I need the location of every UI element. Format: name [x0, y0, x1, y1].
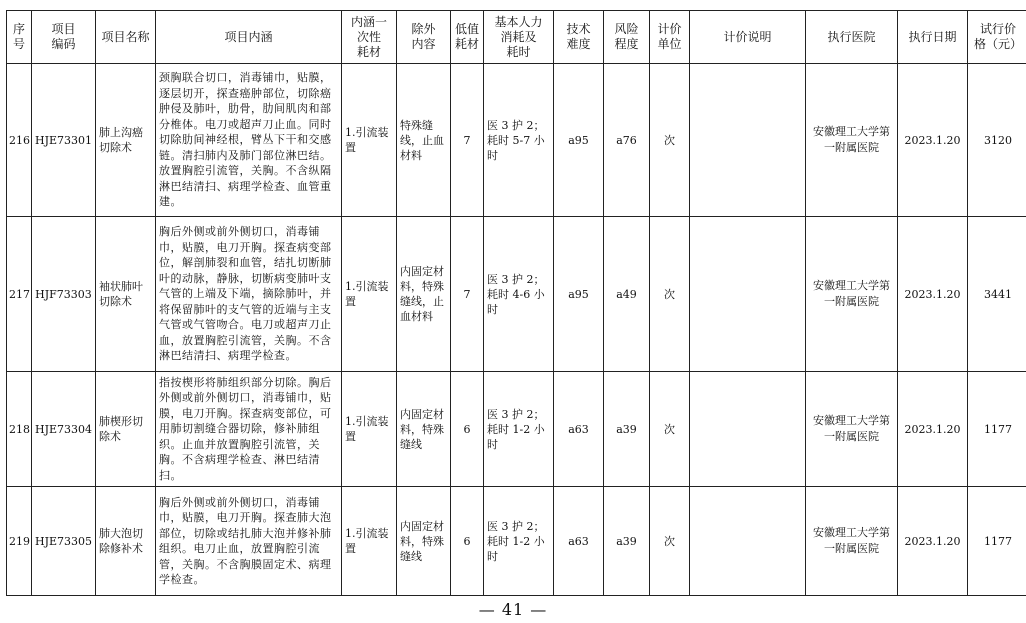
cell-name: 肺楔形切除术 [96, 372, 156, 487]
cell-risk: a49 [604, 217, 650, 372]
cell-date: 2023.1.20 [898, 372, 968, 487]
cell-consumable: 1.引流装置 [342, 372, 397, 487]
cell-price: 3120 [968, 64, 1026, 217]
header-price: 试行价 格（元） [968, 11, 1026, 64]
cell-pricing-note [690, 64, 806, 217]
header-code: 项目 编码 [32, 11, 96, 64]
header-name: 项目名称 [96, 11, 156, 64]
cell-risk: a39 [604, 372, 650, 487]
cell-labor: 医 3 护 2；耗时 4-6 小时 [484, 217, 554, 372]
cell-hospital: 安徽理工大学第一附属医院 [806, 217, 898, 372]
cell-low-value: 6 [451, 487, 484, 596]
cell-content: 颈胸联合切口，消毒铺巾，贴膜，逐层切开，探查癌肿部位，切除癌肿侵及肺叶，肋骨，肋间肌肉和部分椎体。电刀或超声刀止血。同时切除肋间神经根，臂丛下干和交感链。清扫肺内及肺门部位淋巴结。放置胸腔引流管，关胸。不含纵隔淋巴结清扫、病理学检查、血管重建。 [156, 64, 342, 217]
table-row [7, 372, 1026, 487]
cell-risk: a39 [604, 487, 650, 596]
header-risk: 风险 程度 [604, 11, 650, 64]
cell-content: 指按楔形将肺组织部分切除。胸后外侧或前外侧切口，消毒铺巾，贴膜，电刀开胸。探查病变部位，可用肺切割缝合器切除，修补肺组织。止血并放置胸腔引流管，关胸。不含病理学检查、淋巴结清扫。 [156, 372, 342, 487]
cell-seq: 218 [7, 372, 32, 487]
cell-risk: a76 [604, 64, 650, 217]
cell-unit: 次 [650, 372, 690, 487]
cell-price: 3441 [968, 217, 1026, 372]
cell-labor: 医 3 护 2；耗时 5-7 小时 [484, 64, 554, 217]
cell-excluded: 特殊缝线，止血材料 [397, 64, 451, 217]
cell-unit: 次 [650, 217, 690, 372]
page-number: — 41 — [478, 600, 548, 619]
cell-difficulty: a95 [554, 217, 604, 372]
cell-date: 2023.1.20 [898, 64, 968, 217]
table-row [7, 64, 1026, 217]
cell-unit: 次 [650, 487, 690, 596]
cell-code: HJE73301 [32, 64, 96, 217]
cell-pricing-note [690, 487, 806, 596]
cell-pricing-note [690, 372, 806, 487]
cell-seq: 219 [7, 487, 32, 596]
cell-labor: 医 3 护 2；耗时 1-2 小时 [484, 487, 554, 596]
cell-low-value: 7 [451, 64, 484, 217]
cell-content: 胸后外侧或前外侧切口，消毒铺巾，贴膜，电刀开胸。探查肺大泡部位，切除或结扎肺大泡并修补肺组织。电刀止血，放置胸腔引流管，关胸。不含胸膜固定术、病理学检查。 [156, 487, 342, 596]
header-excluded: 除外 内容 [397, 11, 451, 64]
header-seq: 序 号 [7, 11, 32, 64]
cell-code: HJF73303 [32, 217, 96, 372]
cell-hospital: 安徽理工大学第一附属医院 [806, 487, 898, 596]
cell-consumable: 1.引流装置 [342, 64, 397, 217]
cell-date: 2023.1.20 [898, 487, 968, 596]
header-low-value: 低值 耗材 [451, 11, 484, 64]
cell-code: HJE73304 [32, 372, 96, 487]
cell-unit: 次 [650, 64, 690, 217]
cell-low-value: 7 [451, 217, 484, 372]
table-row [7, 487, 1026, 596]
cell-excluded: 内固定材料，特殊缝线，止血材料 [397, 217, 451, 372]
cell-date: 2023.1.20 [898, 217, 968, 372]
cell-pricing-note [690, 217, 806, 372]
header-row [7, 11, 1026, 64]
header-date: 执行日期 [898, 11, 968, 64]
header-labor: 基本人力 消耗及 耗时 [484, 11, 554, 64]
cell-low-value: 6 [451, 372, 484, 487]
cell-name: 袖状肺叶切除术 [96, 217, 156, 372]
cell-name: 肺上沟癌切除术 [96, 64, 156, 217]
cell-price: 1177 [968, 372, 1026, 487]
cell-hospital: 安徽理工大学第一附属医院 [806, 372, 898, 487]
header-content: 项目内涵 [156, 11, 342, 64]
cell-content: 胸后外侧或前外侧切口，消毒铺巾，贴膜，电刀开胸。探查病变部位，解剖肺裂和血管，结扎切断肺叶的动脉，静脉，切断病变肺叶支气管的上端及下端，摘除肺叶，并将保留肺叶的支气管的近端与主支气管或气管吻合。电刀或超声刀止血，放置胸腔引流管，关胸。不含淋巴结清扫、病理学检查。 [156, 217, 342, 372]
cell-price: 1177 [968, 487, 1026, 596]
header-unit: 计价 单位 [650, 11, 690, 64]
header-difficulty: 技术 难度 [554, 11, 604, 64]
cell-seq: 216 [7, 64, 32, 217]
cell-hospital: 安徽理工大学第一附属医院 [806, 64, 898, 217]
cell-seq: 217 [7, 217, 32, 372]
header-consumable: 内涵一 次性 耗材 [342, 11, 397, 64]
cell-difficulty: a63 [554, 487, 604, 596]
cell-excluded: 内固定材料，特殊缝线 [397, 487, 451, 596]
cell-labor: 医 3 护 2；耗时 1-2 小时 [484, 372, 554, 487]
cell-name: 肺大泡切除修补术 [96, 487, 156, 596]
cell-consumable: 1.引流装置 [342, 487, 397, 596]
header-hospital: 执行医院 [806, 11, 898, 64]
cell-code: HJE73305 [32, 487, 96, 596]
cell-difficulty: a95 [554, 64, 604, 217]
cell-excluded: 内固定材料，特殊缝线 [397, 372, 451, 487]
cell-consumable: 1.引流装置 [342, 217, 397, 372]
cell-difficulty: a63 [554, 372, 604, 487]
pricing-table [6, 10, 1026, 596]
header-pricing-note: 计价说明 [690, 11, 806, 64]
table-row [7, 217, 1026, 372]
